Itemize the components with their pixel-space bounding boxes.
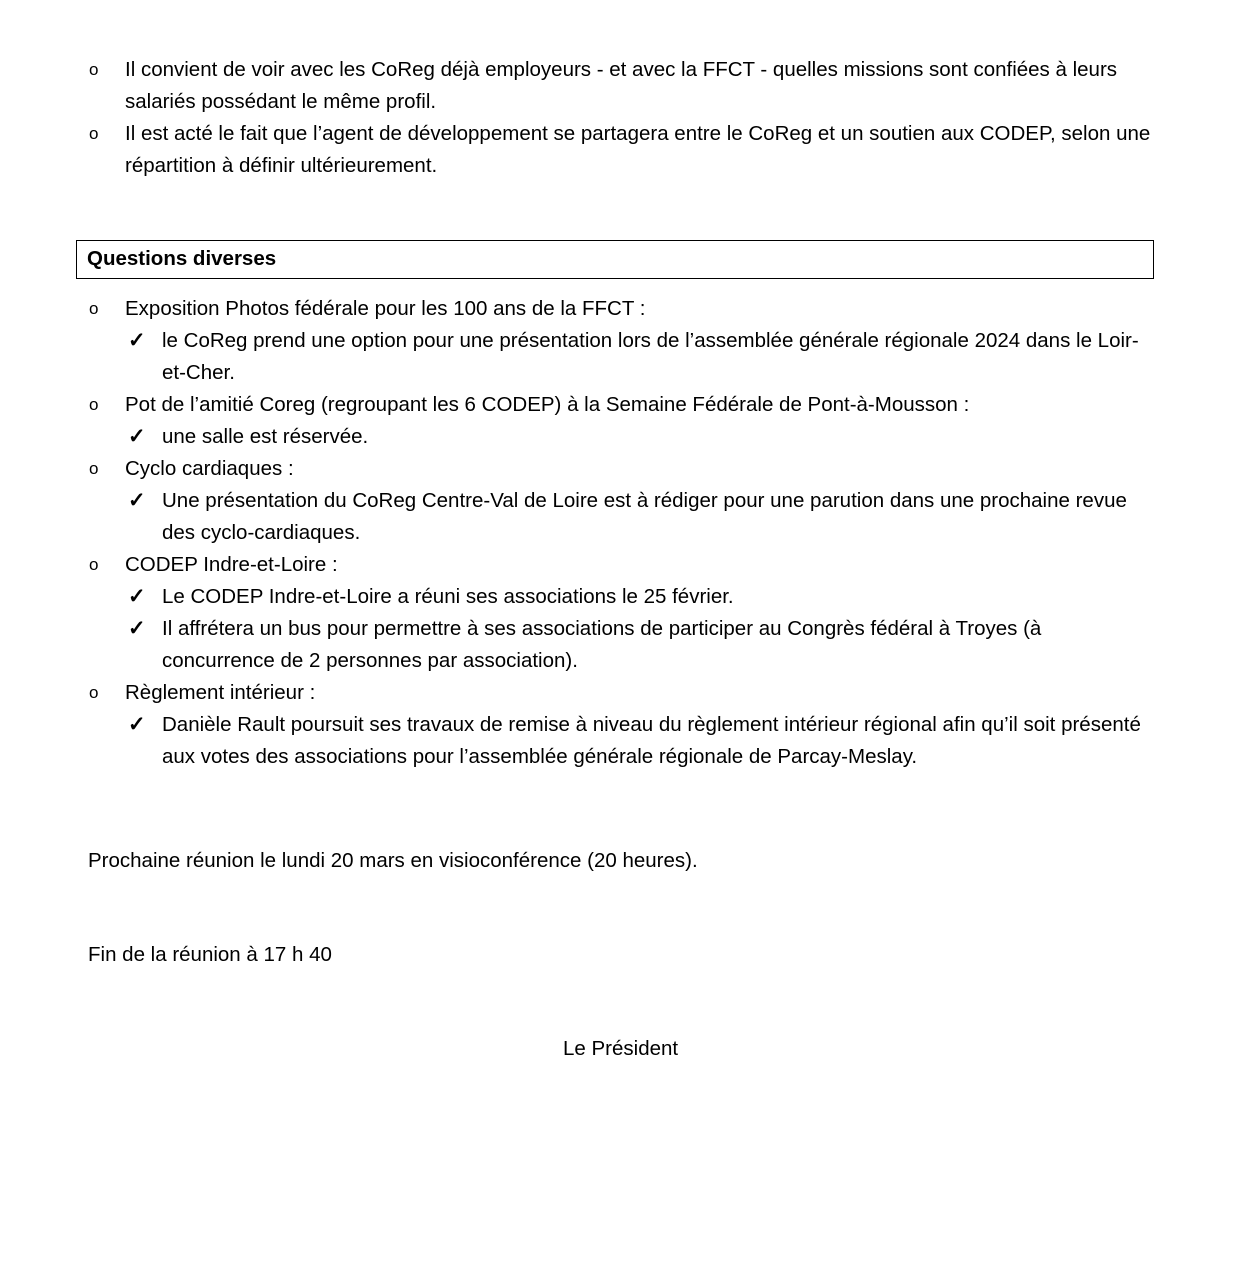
list-item-text: Exposition Photos fédérale pour les 100 ans de la FFCT :: [125, 297, 646, 320]
sub-list-item: [88, 709, 1156, 773]
sub-list-item-text: Il affrétera un bus pour permettre à ses associations de participer au Congrès fédéral à Troyes (à concurrence de 2 personnes par association).: [162, 617, 1042, 672]
end-spacer: [88, 877, 1156, 939]
section-title: Questions diverses: [87, 247, 277, 270]
list-item-text: Cyclo cardiaques :: [125, 457, 294, 480]
list-item: [88, 389, 1156, 421]
bullet-circle-icon: o: [89, 555, 99, 574]
sub-list-item: [88, 485, 1156, 549]
checkmark-icon: ✓: [128, 329, 146, 352]
sub-list-item: [88, 581, 1156, 613]
bullet-circle-icon: o: [89, 60, 99, 79]
next-meeting-text: Prochaine réunion le lundi 20 mars en visioconférence (20 heures).: [88, 849, 698, 872]
list-item: [88, 549, 1156, 581]
sub-list-item-text: une salle est réservée.: [162, 425, 369, 448]
section-spacer: [88, 182, 1156, 240]
section-heading-box: [76, 240, 1154, 279]
list-item-text: Pot de l’amitié Coreg (regroupant les 6 CODEP) à la Semaine Fédérale de Pont-à-Mousson :: [125, 393, 970, 416]
document-content: [88, 0, 1156, 1065]
list-item-text: CODEP Indre-et-Loire :: [125, 553, 338, 576]
list-item: [88, 54, 1156, 118]
checkmark-icon: ✓: [128, 713, 146, 736]
sub-list-item-text: Danièle Rault poursuit ses travaux de remise à niveau du règlement intérieur régional afin qu’il soit présenté aux votes des associations pour l’assemblée générale régionale de Parcay-Meslay.: [162, 713, 1141, 768]
list-item-text: Il est acté le fait que l’agent de développement se partagera entre le CoReg et un soutien aux CODEP, selon une répartition à définir ultérieurement.: [125, 122, 1151, 177]
list-item: [88, 293, 1156, 325]
list-item: [88, 453, 1156, 485]
checkmark-icon: ✓: [128, 425, 146, 448]
bullet-circle-icon: o: [89, 299, 99, 318]
end-of-meeting-text: Fin de la réunion à 17 h 40: [88, 943, 332, 966]
sub-list-item-text: Le CODEP Indre-et-Loire a réuni ses associations le 25 février.: [162, 585, 734, 608]
list-item: [88, 677, 1156, 709]
checkmark-icon: ✓: [128, 585, 146, 608]
checkmark-icon: ✓: [128, 489, 146, 512]
sub-list-item: [88, 325, 1156, 389]
bullet-circle-icon: o: [89, 459, 99, 478]
sub-list-item-text: le CoReg prend une option pour une présentation lors de l’assemblée générale régionale 2024 dans le Loir-et-Cher.: [162, 329, 1139, 384]
after-box-spacer: [88, 279, 1156, 293]
closing-spacer: [88, 773, 1156, 845]
list-item-text: Règlement intérieur :: [125, 681, 316, 704]
bullet-circle-icon: o: [89, 395, 99, 414]
bullet-circle-icon: o: [89, 683, 99, 702]
sub-list-item: [88, 421, 1156, 453]
top-spacer: [88, 0, 1156, 54]
signature-spacer: [88, 971, 1156, 1033]
sub-list-item: [88, 613, 1156, 677]
bullet-circle-icon: o: [89, 124, 99, 143]
signature-text: Le Président: [563, 1037, 679, 1060]
list-item-text: Il convient de voir avec les CoReg déjà employeurs - et avec la FFCT - quelles missions sont confiées à leurs salariés possédant le même profil.: [125, 58, 1118, 113]
checkmark-icon: ✓: [128, 617, 146, 640]
list-item: [88, 118, 1156, 182]
sub-list-item-text: Une présentation du CoReg Centre-Val de Loire est à rédiger pour une parution dans une prochaine revue des cyclo-cardiaques.: [162, 489, 1127, 544]
